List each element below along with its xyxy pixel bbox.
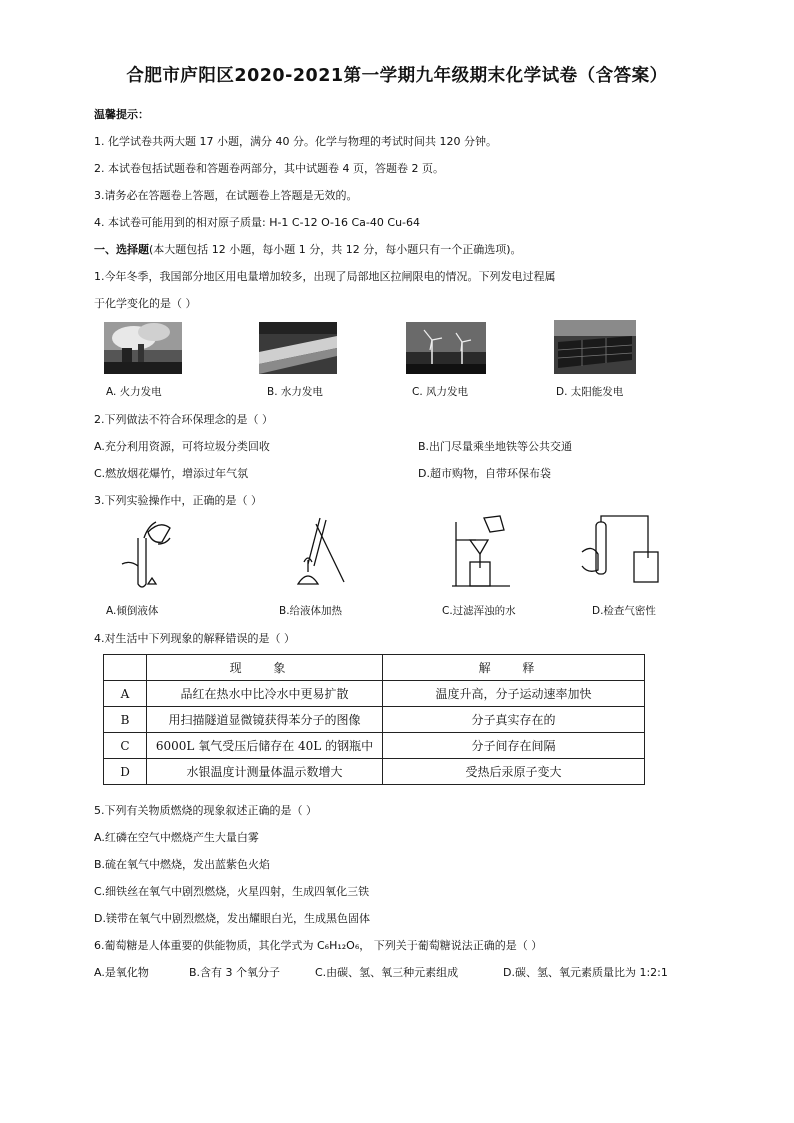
wind-power-photo xyxy=(406,322,486,374)
table-row xyxy=(104,681,645,707)
q1-stem-line1: 1.今年冬季，我国部分地区用电量增加较多，出现了局部地区拉闸限电的情况。下列发电过程属 xyxy=(94,270,556,283)
q5-option-c: C.细铁丝在氧气中剧烈燃烧，火星四射，生成四氧化三铁 xyxy=(94,885,370,898)
q4-stem: 4.对生活中下列现象的解释错误的是（ ） xyxy=(94,632,295,645)
table-row xyxy=(104,707,645,733)
row-label: D xyxy=(104,759,147,785)
q6-option-a: A.是氧化物 xyxy=(94,966,149,979)
row-phenomenon: 水银温度计测量体温示数增大 xyxy=(147,759,383,785)
q2-option-d: D.超市购物，自带环保布袋 xyxy=(418,467,551,480)
q1-option-d: D. 太阳能发电 xyxy=(556,386,624,398)
q3-option-d: D.检查气密性 xyxy=(592,605,656,617)
row-explanation: 分子间存在间隔 xyxy=(383,733,645,759)
row-phenomenon: 6000L 氧气受压后储存在 40L 的钢瓶中 xyxy=(147,733,383,759)
row-label: A xyxy=(104,681,147,707)
q1-option-b: B. 水力发电 xyxy=(267,386,323,398)
q5-stem: 5.下列有关物质燃烧的现象叙述正确的是（ ） xyxy=(94,804,317,817)
q3-option-b: B.给液体加热 xyxy=(279,605,343,617)
row-phenomenon: 品红在热水中比冷水中更易扩散 xyxy=(147,681,383,707)
filter-water-drawing xyxy=(450,514,514,592)
q1-option-a: A. 火力发电 xyxy=(106,386,162,398)
header-explanation: 解 释 xyxy=(383,655,645,681)
q3-stem: 3.下列实验操作中，正确的是（ ） xyxy=(94,494,262,507)
tip-2: 2. 本试卷包括试题卷和答题卷两部分，其中试题卷 4 页，答题卷 2 页。 xyxy=(94,162,444,175)
q2-option-b: B.出门尽量乘坐地铁等公共交通 xyxy=(418,440,573,453)
q2-option-c: C.燃放烟花爆竹，增添过年气氛 xyxy=(94,467,249,480)
row-explanation: 受热后汞原子变大 xyxy=(383,759,645,785)
q6-option-b: B.含有 3 个氧分子 xyxy=(189,966,281,979)
row-explanation: 温度升高，分子运动速率加快 xyxy=(383,681,645,707)
q6-option-d: D.碳、氢、氧元素质量比为 1:2:1 xyxy=(503,966,668,979)
tip-4: 4. 本试卷可能用到的相对原子质量: H-1 C-12 O-16 Ca-40 Cu-64 xyxy=(94,216,421,229)
q3-option-c: C.过滤浑浊的水 xyxy=(442,605,516,617)
header-phenomenon: 现 象 xyxy=(147,655,383,681)
page-title: 合肥市庐阳区2020-2021第一学期九年级期末化学试卷（含答案） xyxy=(126,66,668,86)
q5-option-d: D.镁带在氧气中剧烈燃烧，发出耀眼白光，生成黑色固体 xyxy=(94,912,370,925)
q1-option-c: C. 风力发电 xyxy=(412,386,469,398)
q2-stem: 2.下列做法不符合环保理念的是（ ） xyxy=(94,413,273,426)
q5-option-a: A.红磷在空气中燃烧产生大量白雾 xyxy=(94,831,259,844)
table-header-row xyxy=(104,655,645,681)
header-blank xyxy=(104,655,147,681)
airtightness-drawing xyxy=(578,514,662,592)
section-1-desc: (本大题包括 12 小题，每小题 1 分，共 12 分，每小题只有一个正确选项)。 xyxy=(149,243,522,256)
q1-stem-line2: 于化学变化的是（ ） xyxy=(94,297,197,310)
row-label: B xyxy=(104,707,147,733)
hydro-power-photo xyxy=(259,322,337,374)
table-row xyxy=(104,759,645,785)
row-explanation: 分子真实存在的 xyxy=(383,707,645,733)
heat-liquid-drawing xyxy=(284,514,350,592)
row-phenomenon: 用扫描隧道显微镜获得苯分子的图像 xyxy=(147,707,383,733)
section-1-heading xyxy=(94,241,522,257)
tip-1: 1. 化学试卷共两大题 17 小题，满分 40 分。化学与物理的考试时间共 120 分钟。 xyxy=(94,135,497,148)
q6-stem: 6.葡萄糖是人体重要的供能物质，其化学式为 C₆H₁₂O₆， 下列关于葡萄糖说法正确的是（ ） xyxy=(94,939,543,952)
q2-option-a: A.充分利用资源，可将垃圾分类回收 xyxy=(94,440,270,453)
q4-table xyxy=(103,654,645,785)
thermal-power-photo xyxy=(104,322,182,374)
row-label: C xyxy=(104,733,147,759)
q5-option-b: B.硫在氧气中燃烧，发出蓝紫色火焰 xyxy=(94,858,271,871)
tip-3: 3.请务必在答题卷上答题，在试题卷上答题是无效的。 xyxy=(94,189,358,202)
section-1-label: 一、选择题 xyxy=(94,243,149,256)
q3-option-a: A.倾倒液体 xyxy=(106,605,159,617)
solar-power-photo xyxy=(554,320,636,374)
pour-liquid-drawing xyxy=(108,514,180,592)
tips-heading: 温馨提示： xyxy=(94,108,149,121)
table-row xyxy=(104,733,645,759)
q6-option-c: C.由碳、氢、氧三种元素组成 xyxy=(315,966,459,979)
